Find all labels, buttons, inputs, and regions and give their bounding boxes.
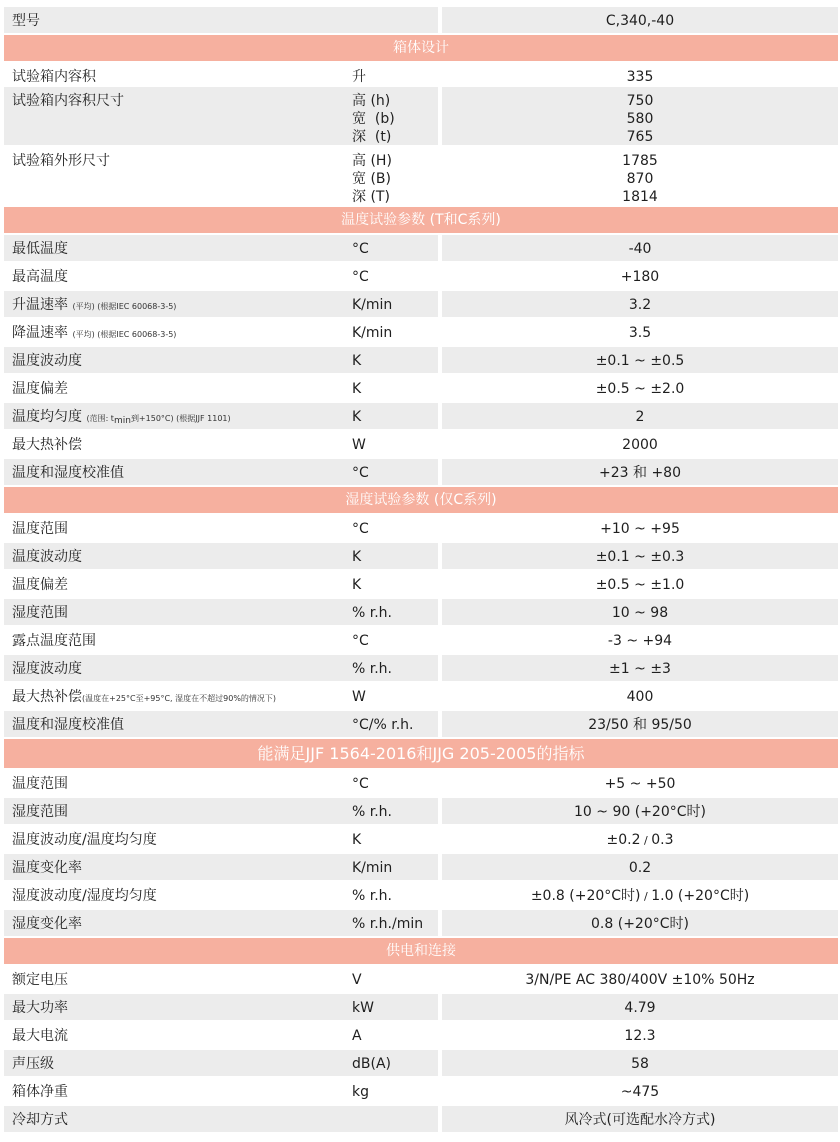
section-box-design: 箱体设计 xyxy=(4,35,838,63)
temp-uniformity-value: 2 xyxy=(442,403,838,429)
net-weight-label: 箱体净重 xyxy=(12,1084,68,1100)
row-hum-fluct xyxy=(4,655,838,683)
sound-level-value: 58 xyxy=(442,1050,838,1076)
inner-dimensions-values: 750 580 765 xyxy=(442,87,838,145)
section-standard: 能满足JJF 1564-2016和JJG 205-2005的指标 xyxy=(4,739,838,770)
row-std-hum-change xyxy=(4,910,838,938)
row-max-current xyxy=(4,1022,838,1050)
cool-rate-value: 3.5 xyxy=(442,319,838,345)
dew-point-value: -3 ~ +94 xyxy=(442,627,838,653)
row-net-weight xyxy=(4,1078,838,1106)
inner-dimensions-label: 试验箱内容积尺寸 xyxy=(12,93,124,109)
cooling-label: 冷却方式 xyxy=(12,1112,68,1128)
temp-min-unit: °C xyxy=(352,241,369,257)
row-cooling xyxy=(4,1106,838,1134)
hum-range-unit: % r.h. xyxy=(352,605,392,621)
sound-level-unit: dB(A) xyxy=(352,1056,391,1072)
spec-table xyxy=(4,7,838,1134)
hum-temp-dev-label: 温度偏差 xyxy=(12,577,68,593)
row-model xyxy=(4,7,838,35)
row-sound-level xyxy=(4,1050,838,1078)
max-power-label: 最大功率 xyxy=(12,1000,68,1016)
std-hum-range-unit: % r.h. xyxy=(352,804,392,820)
std-hum-change-unit: % r.h./min xyxy=(352,916,424,932)
temp-calibration-label: 温度和湿度校准值 xyxy=(12,465,124,481)
std-temp-fluct-unif-label: 温度波动度/温度均匀度 xyxy=(12,832,157,848)
hum-max-heat-comp-unit: W xyxy=(352,689,366,705)
row-std-temp-fluct-unif xyxy=(4,826,838,854)
std-temp-fluct-unif-value: ±0.2 / 0.3 xyxy=(442,826,838,852)
max-heat-comp-unit: W xyxy=(352,437,366,453)
row-hum-temp-fluct xyxy=(4,543,838,571)
temp-calibration-unit: °C xyxy=(352,465,369,481)
row-temp-fluctuation xyxy=(4,347,838,375)
row-hum-range xyxy=(4,599,838,627)
row-outer-dimensions xyxy=(4,147,838,207)
model-value: C,340,-40 xyxy=(442,7,838,33)
cool-rate-label: 降温速率 xyxy=(12,325,68,341)
temp-calibration-value: +23 和 +80 xyxy=(442,459,838,485)
row-hum-calibration xyxy=(4,711,838,739)
outer-dimensions-label: 试验箱外形尺寸 xyxy=(12,153,110,169)
std-temp-change-label: 温度变化率 xyxy=(12,860,82,876)
inner-dimensions-units: 高 (h) 宽 (b) 深 (t) xyxy=(352,93,395,145)
std-hum-fluct-unif-unit: % r.h. xyxy=(352,888,392,904)
hum-temp-range-unit: °C xyxy=(352,521,369,537)
outer-dimensions-values: 1785 870 1814 xyxy=(442,147,838,205)
hum-max-heat-comp-value: 400 xyxy=(442,683,838,709)
hum-calibration-value: 23/50 和 95/50 xyxy=(442,711,838,737)
cool-rate-note: (平均) (根据IEC 60068-3-5) xyxy=(72,330,177,339)
row-temp-uniformity xyxy=(4,403,838,431)
temp-uniformity-note: (范围: tmin到+150°C) (根据JJF 1101) xyxy=(86,414,231,426)
voltage-label: 额定电压 xyxy=(12,972,68,988)
max-current-value: 12.3 xyxy=(442,1022,838,1048)
temp-fluctuation-value: ±0.1 ~ ±0.5 xyxy=(442,347,838,373)
hum-calibration-unit: °C/% r.h. xyxy=(352,717,414,733)
std-hum-range-value: 10 ~ 90 (+20°C时) xyxy=(442,798,838,824)
cooling-value: 风冷式(可选配水冷方式) xyxy=(442,1106,838,1132)
row-dew-point xyxy=(4,627,838,655)
temp-deviation-value: ±0.5 ~ ±2.0 xyxy=(442,375,838,401)
max-heat-comp-value: 2000 xyxy=(442,431,838,457)
temp-fluctuation-label: 温度波动度 xyxy=(12,353,82,369)
hum-fluct-unit: % r.h. xyxy=(352,661,392,677)
row-hum-max-heat-comp xyxy=(4,683,838,711)
row-std-hum-range xyxy=(4,798,838,826)
net-weight-value: ~475 xyxy=(442,1078,838,1104)
temp-min-value: -40 xyxy=(442,235,838,261)
voltage-unit: V xyxy=(352,972,362,988)
hum-range-label: 湿度范围 xyxy=(12,605,68,621)
row-std-temp-range xyxy=(4,770,838,798)
std-hum-fluct-unif-label: 湿度波动度/湿度均匀度 xyxy=(12,888,157,904)
max-current-label: 最大电流 xyxy=(12,1028,68,1044)
row-temp-min xyxy=(4,235,838,263)
std-hum-change-label: 湿度变化率 xyxy=(12,916,82,932)
heat-rate-value: 3.2 xyxy=(442,291,838,317)
hum-fluct-value: ±1 ~ ±3 xyxy=(442,655,838,681)
hum-temp-dev-unit: K xyxy=(352,577,362,593)
row-std-hum-fluct-unif xyxy=(4,882,838,910)
temp-deviation-unit: K xyxy=(352,381,362,397)
max-heat-comp-label: 最大热补偿 xyxy=(12,437,82,453)
std-temp-change-unit: K/min xyxy=(352,860,393,876)
temp-max-value: +180 xyxy=(442,263,838,289)
hum-range-value: 10 ~ 98 xyxy=(442,599,838,625)
temp-uniformity-unit: K xyxy=(352,409,362,425)
heat-rate-note: (平均) (根据IEC 60068-3-5) xyxy=(72,302,177,311)
std-hum-range-label: 湿度范围 xyxy=(12,804,68,820)
heat-rate-label: 升温速率 xyxy=(12,297,68,313)
hum-calibration-label: 温度和湿度校准值 xyxy=(12,717,124,733)
hum-temp-dev-value: ±0.5 ~ ±1.0 xyxy=(442,571,838,597)
row-heat-rate xyxy=(4,291,838,319)
std-temp-change-value: 0.2 xyxy=(442,854,838,880)
net-weight-unit: kg xyxy=(352,1084,369,1100)
temp-max-label: 最高温度 xyxy=(12,269,68,285)
row-temp-calibration xyxy=(4,459,838,487)
std-hum-change-value: 0.8 (+20°C时) xyxy=(442,910,838,936)
row-volume xyxy=(4,63,838,87)
max-current-unit: A xyxy=(352,1028,362,1044)
row-temp-max xyxy=(4,263,838,291)
heat-rate-unit: K/min xyxy=(352,297,393,313)
dew-point-unit: °C xyxy=(352,633,369,649)
std-temp-range-value: +5 ~ +50 xyxy=(442,770,838,796)
volume-value: 335 xyxy=(442,63,838,85)
hum-temp-fluct-value: ±0.1 ~ ±0.3 xyxy=(442,543,838,569)
std-hum-fluct-unif-value: ±0.8 (+20°C时) / 1.0 (+20°C时) xyxy=(442,882,838,908)
cool-rate-unit: K/min xyxy=(352,325,393,341)
hum-temp-fluct-label: 温度波动度 xyxy=(12,549,82,565)
voltage-value: 3/N/PE AC 380/400V ±10% 50Hz xyxy=(442,966,838,992)
std-temp-range-label: 温度范围 xyxy=(12,776,68,792)
hum-temp-fluct-unit: K xyxy=(352,549,362,565)
dew-point-label: 露点温度范围 xyxy=(12,633,96,649)
std-temp-fluct-unif-unit: K xyxy=(352,832,362,848)
temp-deviation-label: 温度偏差 xyxy=(12,381,68,397)
volume-unit: 升 xyxy=(352,69,366,85)
section-humidity: 湿度试验参数 (仅C系列) xyxy=(4,487,838,515)
section-power: 供电和连接 xyxy=(4,938,838,966)
row-voltage xyxy=(4,966,838,994)
std-temp-range-unit: °C xyxy=(352,776,369,792)
temp-uniformity-label: 温度均匀度 xyxy=(12,409,82,425)
row-inner-dimensions xyxy=(4,87,838,147)
row-max-power xyxy=(4,994,838,1022)
max-power-unit: kW xyxy=(352,1000,374,1016)
row-std-temp-change xyxy=(4,854,838,882)
hum-max-heat-comp-note: (温度在+25°C至+95°C, 湿度在不超过90%的情况下) xyxy=(82,694,277,703)
hum-temp-range-label: 温度范围 xyxy=(12,521,68,537)
sound-level-label: 声压级 xyxy=(12,1056,54,1072)
row-temp-deviation xyxy=(4,375,838,403)
temp-fluctuation-unit: K xyxy=(352,353,362,369)
max-power-value: 4.79 xyxy=(442,994,838,1020)
outer-dimensions-units: 高 (H) 宽 (B) 深 (T) xyxy=(352,153,392,205)
section-temperature: 温度试验参数 (T和C系列) xyxy=(4,207,838,235)
temp-min-label: 最低温度 xyxy=(12,241,68,257)
volume-label: 试验箱内容积 xyxy=(12,69,96,85)
temp-max-unit: °C xyxy=(352,269,369,285)
row-max-heat-comp xyxy=(4,431,838,459)
hum-temp-range-value: +10 ~ +95 xyxy=(442,515,838,541)
row-hum-temp-dev xyxy=(4,571,838,599)
hum-fluct-label: 湿度波动度 xyxy=(12,661,82,677)
model-label: 型号 xyxy=(12,13,40,29)
row-cool-rate xyxy=(4,319,838,347)
row-hum-temp-range xyxy=(4,515,838,543)
hum-max-heat-comp-label: 最大热补偿 xyxy=(12,689,82,705)
